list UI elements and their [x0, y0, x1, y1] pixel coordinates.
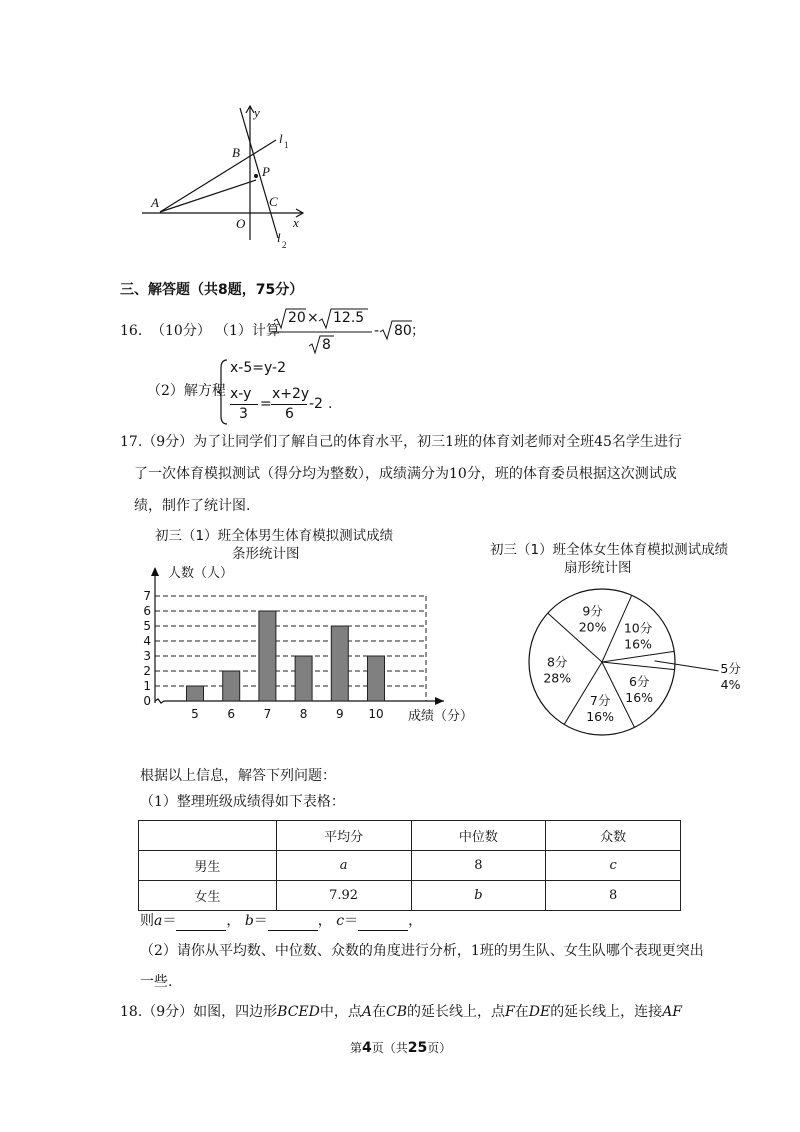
times-sign: ×	[307, 310, 319, 326]
bar-chart-subtitle: 条形统计图	[232, 546, 300, 562]
equation-brace	[217, 358, 229, 426]
pie-slice-percent: 16%	[586, 709, 615, 725]
y-tick-label: 1	[143, 679, 151, 693]
label-y: y	[254, 105, 260, 120]
section-title: 三、解答题（共8题，75分）	[120, 282, 304, 298]
pie-slice-label: 5分	[720, 660, 741, 676]
y-tick-label: 2	[143, 664, 151, 678]
q17-after-1: 根据以上信息，解答下列问题：	[140, 768, 336, 784]
pie-slice-label: 9分	[582, 603, 603, 619]
label-C: C	[269, 194, 278, 209]
table-header-row	[139, 821, 681, 851]
label-O: O	[236, 216, 246, 231]
bar	[368, 656, 385, 701]
q16-number: 16.	[120, 323, 143, 339]
minus-sign: -	[374, 323, 380, 339]
q16-part1-prefix: （1）计算	[215, 323, 280, 339]
label-l2: l	[277, 230, 281, 245]
x-tick-label: 5	[191, 707, 199, 721]
pie-slice-label: 10分	[623, 620, 653, 636]
q16-score: （10分）	[151, 323, 211, 339]
x-axis-arrow	[435, 697, 444, 705]
bar	[259, 611, 276, 701]
y-tick-label: 0	[143, 694, 151, 708]
grade-table	[138, 820, 681, 911]
segment-AP	[160, 180, 256, 212]
pie-slice-label: 7分	[589, 693, 611, 709]
q17-line-1: 17.（9分）为了让同学们了解自己的体育水平，初三1班的体育刘老师对全班45名学生进行	[120, 434, 682, 450]
bar	[223, 671, 240, 701]
table-cell: 8	[546, 881, 681, 911]
pie-slice-label: 8分	[546, 654, 568, 670]
q16-part2-prefix: （2）解方程	[147, 383, 226, 399]
table-cell: 男生	[139, 851, 277, 881]
label-x: x	[293, 215, 299, 230]
answer-blanks-line: 则a＝ ， b＝ ， c＝ ，	[140, 913, 423, 929]
label-P: P	[262, 164, 270, 179]
pie-slice-label: 6分	[628, 673, 650, 689]
bar-chart	[138, 562, 483, 727]
q16-part1-end: ；	[411, 323, 425, 339]
x-tick-label: 8	[299, 707, 308, 721]
y-tick-label: 3	[143, 649, 151, 663]
q17-part2-line-1: （2）请你从平均数、中位数、众数的角度进行分析，1班的男生队、女生队哪个表现更突出	[140, 943, 704, 959]
radicand-20: 20	[288, 310, 306, 326]
table-cell: 女生	[139, 881, 277, 911]
pie-chart-subtitle: 扇形统计图	[564, 560, 632, 576]
blank-a[interactable]	[176, 916, 226, 931]
table-header-cell: 平均分	[276, 821, 411, 851]
pie-slice-percent: 28%	[543, 670, 572, 686]
q16-fraction	[272, 306, 372, 356]
label-l1: l	[279, 131, 283, 146]
pie-slice-percent: 20%	[578, 619, 607, 635]
q17-part2-line-2: 一些.	[140, 974, 173, 990]
pie-slice-percent: 16%	[625, 689, 654, 705]
table-cell: a	[276, 851, 411, 881]
bar	[331, 626, 348, 701]
x-tick-label: 10	[368, 707, 384, 721]
y-tick-label: 5	[143, 619, 151, 633]
bar	[187, 686, 204, 701]
blank-b[interactable]	[268, 916, 318, 931]
q17-line-3: 绩，制作了统计图.	[134, 498, 251, 514]
table-header-cell	[139, 821, 277, 851]
label-l2-sub: 2	[282, 240, 287, 250]
label-A: A	[151, 195, 159, 210]
radicand-80: 80	[394, 323, 412, 339]
page-footer: 第4页（共25页）	[350, 1040, 452, 1056]
table-cell: 8	[411, 851, 546, 881]
q17-after-2: （1）整理班级成绩得如下表格：	[140, 794, 345, 810]
table-cell: 7.92	[276, 881, 411, 911]
blank-c[interactable]	[358, 916, 408, 931]
table-cell: b	[411, 881, 546, 911]
x-tick-label: 7	[263, 707, 272, 721]
bar-chart-xlabel: 成绩（分）	[408, 709, 474, 724]
pie-chart-title: 初三（1）班全体女生体育模拟测试成绩	[490, 542, 729, 558]
equation-2: x-y 3 = x+2y 6 -2 .	[230, 386, 333, 422]
radicand-12-5: 12.5	[333, 310, 365, 326]
q18-text: 18.（9分）如图，四边形BCED中，点A在CB的延长线上，点F在DE的延长线上，连接AF	[120, 1004, 683, 1020]
y-tick-label: 7	[143, 589, 151, 603]
bar	[295, 656, 312, 701]
table-cell: c	[546, 851, 681, 881]
line-l1	[160, 140, 276, 212]
point-P	[254, 174, 258, 178]
bar-chart-ylabel: 人数（人）	[168, 566, 234, 581]
pie-slice-percent: 4%	[720, 676, 741, 692]
coordinate-figure	[140, 100, 320, 255]
equation-1: x-5=y-2	[230, 360, 286, 376]
label-B: B	[232, 145, 240, 160]
q17-line-2: 了一次体育模拟测试（得分均为整数），成绩满分为10分，班的体育委员根据这次测试成	[134, 466, 677, 482]
y-axis-arrow	[151, 567, 159, 576]
pie-slice-percent: 16%	[624, 636, 652, 652]
table-row	[139, 881, 681, 911]
table-row	[139, 851, 681, 881]
label-l1-sub: 1	[284, 140, 289, 150]
x-tick-label: 6	[227, 707, 236, 721]
bar-chart-title: 初三（1）班全体男生体育模拟测试成绩	[155, 528, 394, 544]
radicand-8: 8	[322, 337, 331, 353]
pie-chart	[520, 580, 741, 750]
y-tick-label: 6	[143, 604, 151, 618]
table-header-cell: 中位数	[411, 821, 546, 851]
table-header-cell: 众数	[546, 821, 681, 851]
line-l2	[240, 108, 278, 238]
y-tick-label: 4	[143, 634, 151, 648]
x-tick-label: 9	[335, 707, 344, 721]
